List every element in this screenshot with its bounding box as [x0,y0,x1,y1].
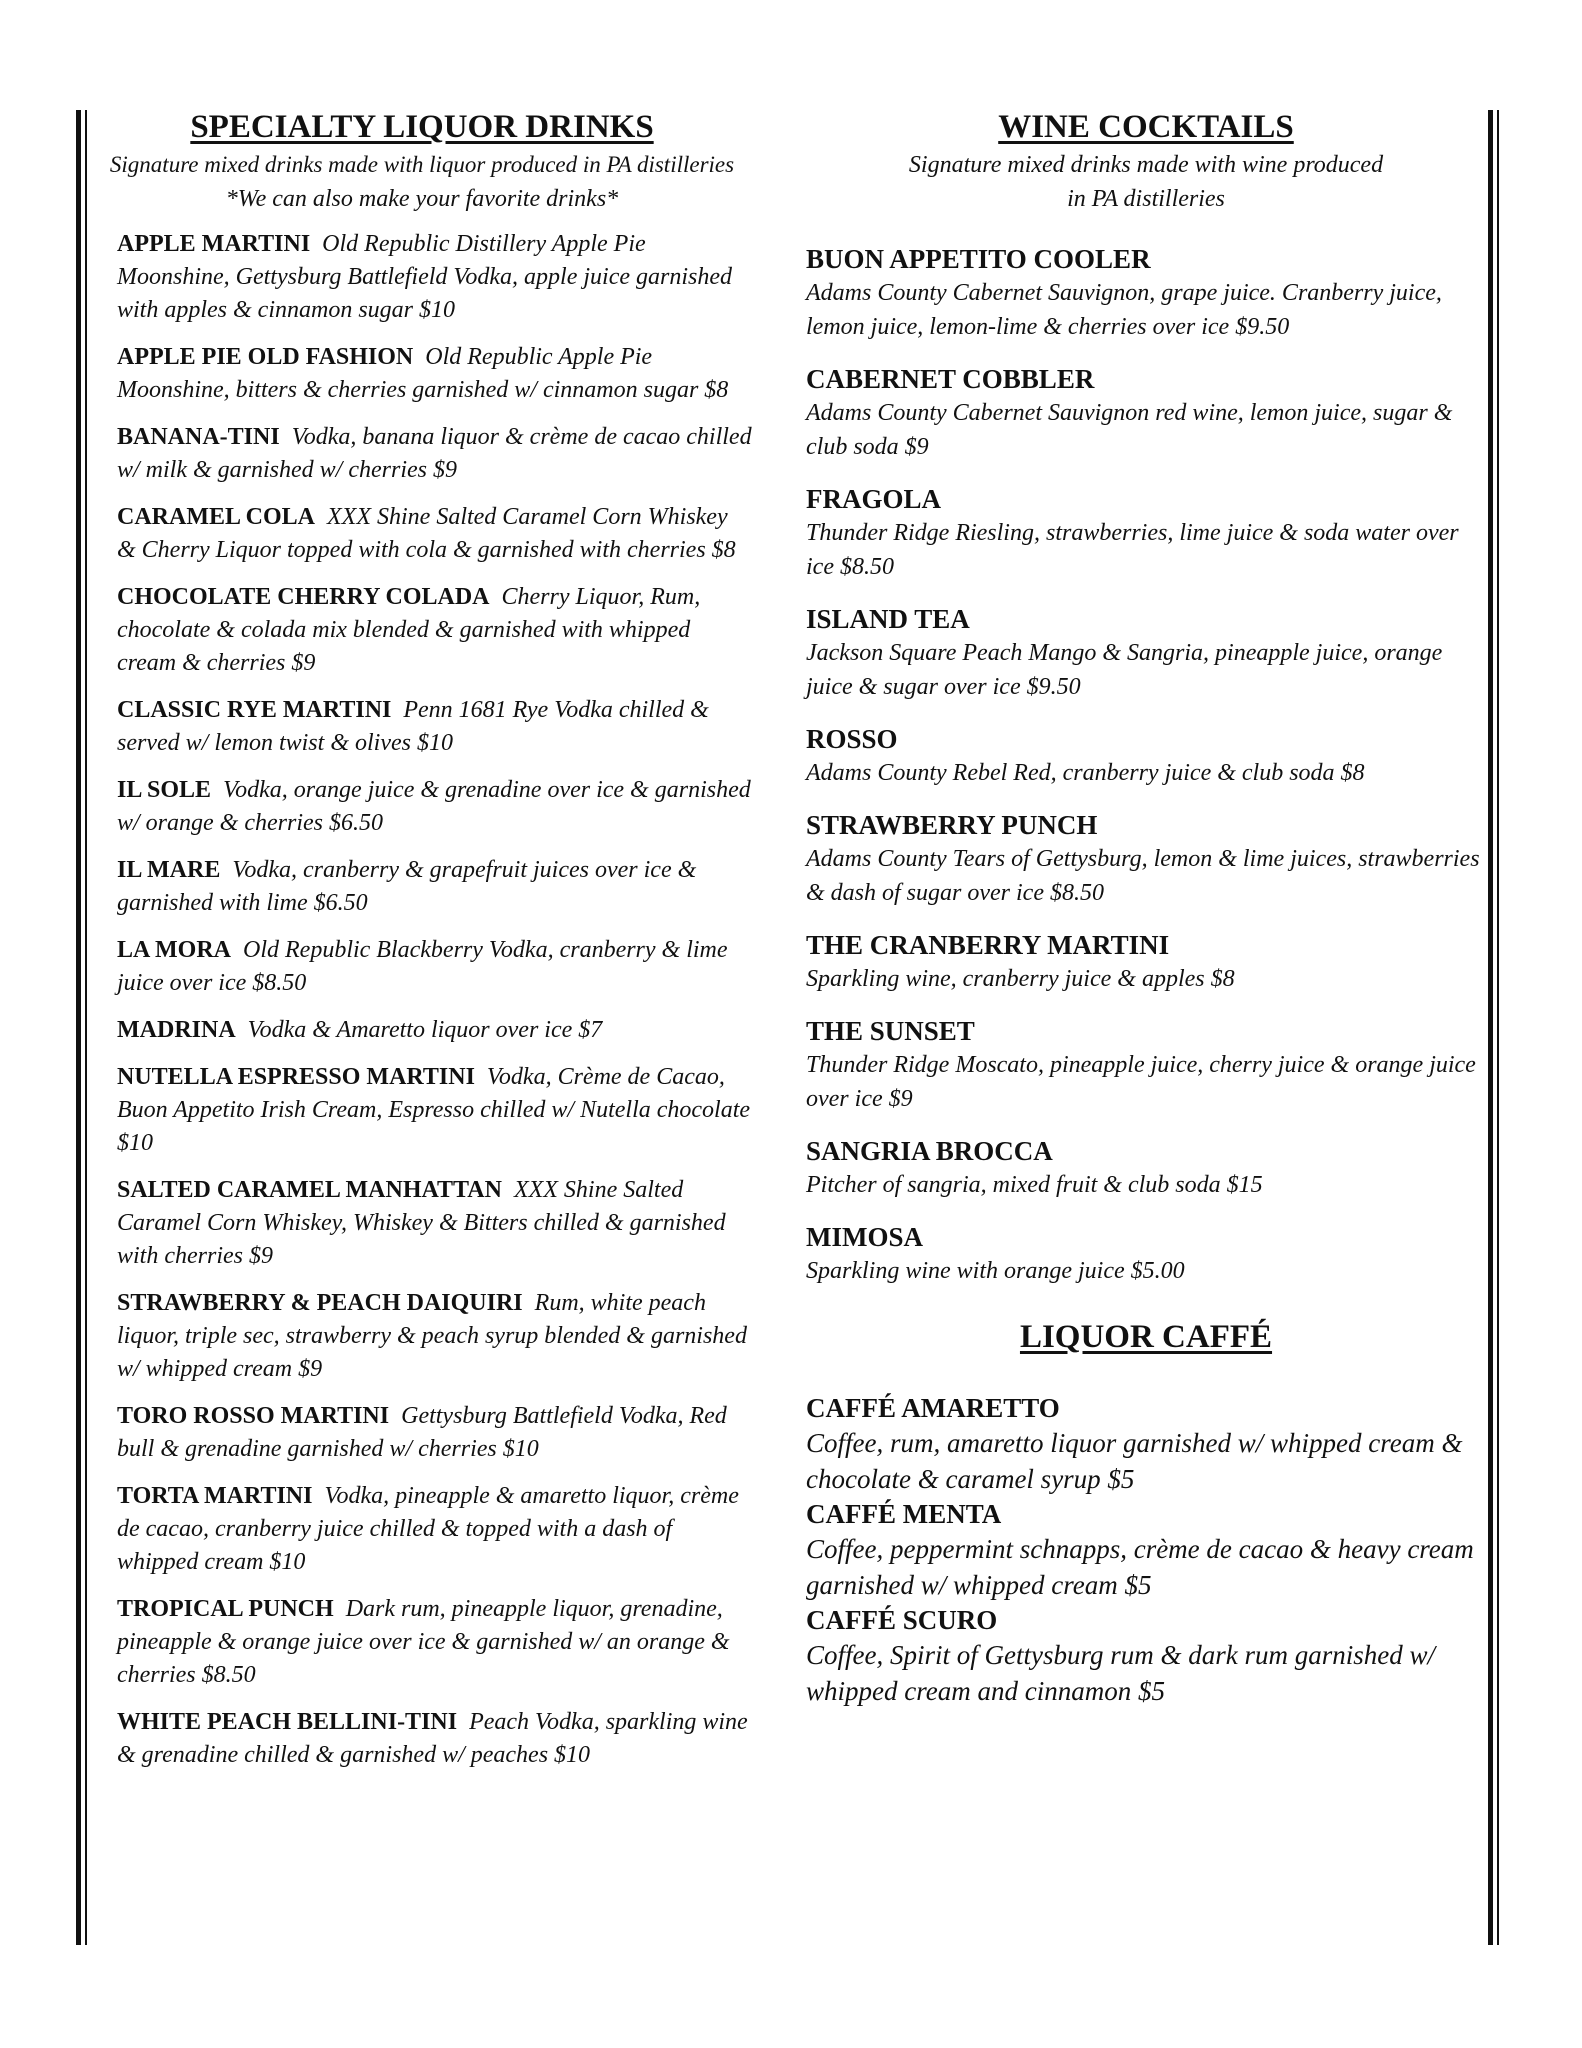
specialty-item [117,1287,752,1386]
item-description: Coffee, peppermint schnapps, crème de cacao & heavy cream garnished w/ whipped cream $5 [806,1534,1474,1601]
item-name: IL MARE [117,856,221,883]
left-border-thick [76,110,81,1945]
item-description: Coffee, rum, amaretto liquor garnished w/ whipped cream & chocolate & caramel syrup $5 [806,1428,1463,1495]
item-description: Rum, white peach liquor, triple sec, strawberry & peach syrup blended & garnished w/ whipped cream $9 [117,1289,747,1382]
item-name: MADRINA [117,1016,236,1043]
item-name: TORO ROSSO MARTINI [117,1402,390,1429]
item-description: Old Republic Distillery Apple Pie Moonshine, Gettysburg Battlefield Vodka, apple juice garnished with apples & cinnamon sugar $10 [117,230,732,323]
wine-subtitle-line1: Signature mixed drinks made with wine produced [908,151,1384,178]
specialty-item [117,581,752,680]
wine-item [806,242,1486,344]
item-description: Thunder Ridge Riesling, strawberries, lime juice & soda water over ice $8.50 [806,519,1459,580]
caffe-item [806,1391,1486,1497]
specialty-item [117,228,752,327]
item-name: APPLE PIE OLD FASHION [117,343,414,370]
item-name: CLASSIC RYE MARTINI [117,696,392,723]
item-name: NUTELLA ESPRESSO MARTINI [117,1063,475,1090]
specialty-item [117,774,752,840]
specialty-subtitle: Signature mixed drinks made with liquor produced in PA distilleries [109,151,735,177]
specialty-note: *We can also make your favorite drinks* [225,185,619,212]
wine-item [806,808,1486,910]
item-description: Gettysburg Battlefield Vodka, Red bull & grenadine garnished w/ cherries $10 [117,1402,727,1462]
item-name: CHOCOLATE CHERRY COLADA [117,583,490,610]
wine-item [806,1014,1486,1116]
item-description: Old Republic Apple Pie Moonshine, bitters & cherries garnished w/ cinnamon sugar $8 [117,343,729,403]
item-description: Vodka, pineapple & amaretto liquor, crème de cacao, cranberry juice chilled & topped with a dash of whipped cream $10 [117,1482,739,1575]
right-border-thick [1488,110,1493,1945]
wine-item [806,722,1486,790]
item-name: CARAMEL COLA [117,503,316,530]
item-description: Coffee, Spirit of Gettysburg rum & dark rum garnished w/ whipped cream and cinnamon $5 [806,1640,1435,1707]
specialty-item [117,854,752,920]
specialty-section [92,108,752,1786]
item-name: STRAWBERRY PUNCH [806,809,1098,840]
item-name: CAFFÉ SCURO [806,1605,998,1636]
item-description: Sparkling wine with orange juice $5.00 [806,1257,1185,1284]
item-description: Vodka, banana liquor & crème de cacao chilled w/ milk & garnished w/ cherries $9 [117,423,752,483]
wine-title: WINE COCKTAILS [998,109,1294,145]
item-name: BANANA-TINI [117,423,280,450]
item-name: APPLE MARTINI [117,230,311,257]
item-name: ROSSO [806,723,898,754]
specialty-list [92,228,752,1772]
wine-subtitle-line2: in PA distilleries [1067,185,1225,212]
item-name: ISLAND TEA [806,603,970,634]
item-description: Cherry Liquor, Rum, chocolate & colada mix blended & garnished with whipped cream & cherries $9 [117,583,701,676]
item-name: FRAGOLA [806,483,941,514]
item-name: LA MORA [117,936,231,963]
item-name: CAFFÉ MENTA [806,1499,1002,1530]
wine-item [806,482,1486,584]
item-description: Adams County Cabernet Sauvignon red wine, lemon juice, sugar & club soda $9 [806,399,1453,460]
caffe-item [806,1603,1486,1709]
wine-item [806,362,1486,464]
item-description: Penn 1681 Rye Vodka chilled & served w/ lemon twist & olives $10 [117,696,709,756]
wine-item [806,928,1486,996]
caffe-item [806,1497,1486,1603]
item-name: IL SOLE [117,776,212,803]
specialty-item [117,1706,752,1772]
specialty-item [117,1480,752,1579]
specialty-item [117,1174,752,1273]
caffe-title: LIQUOR CAFFÉ [1019,1318,1273,1355]
wine-section [806,108,1486,1709]
item-description: Old Republic Blackberry Vodka, cranberry & lime juice over ice $8.50 [117,936,728,996]
wine-item [806,602,1486,704]
item-description: XXX Shine Salted Caramel Corn Whiskey & Cherry Liquor topped with cola & garnished with cherries $8 [117,503,736,563]
item-name: TORTA MARTINI [117,1482,313,1509]
item-name: MIMOSA [806,1221,923,1252]
specialty-item [117,934,752,1000]
item-name: SANGRIA BROCCA [806,1135,1053,1166]
specialty-item [117,1014,752,1047]
item-name: CAFFÉ AMARETTO [806,1393,1060,1424]
wine-list [806,242,1486,1288]
item-name: BUON APPETITO COOLER [806,243,1151,274]
wine-item [806,1134,1486,1202]
item-name: WHITE PEACH BELLINI-TINI [117,1708,458,1735]
wine-item [806,1220,1486,1288]
item-description: Jackson Square Peach Mango & Sangria, pineapple juice, orange juice & sugar over ice $9.50 [806,639,1443,700]
specialty-title: SPECIALTY LIQUOR DRINKS [190,109,654,145]
item-description: Vodka, orange juice & grenadine over ice & garnished w/ orange & cherries $6.50 [117,776,751,836]
item-name: THE CRANBERRY MARTINI [806,929,1170,960]
item-name: TROPICAL PUNCH [117,1595,334,1622]
item-description: Sparkling wine, cranberry juice & apples $8 [806,965,1235,992]
item-description: Vodka, Crème de Cacao, Buon Appetito Irish Cream, Espresso chilled w/ Nutella chocolate $10 [117,1063,751,1156]
item-name: CABERNET COBBLER [806,363,1095,394]
right-border-thin [1497,110,1499,1945]
item-name: THE SUNSET [806,1015,975,1046]
item-description: XXX Shine Salted Caramel Corn Whiskey, Whiskey & Bitters chilled & garnished with cherries $9 [117,1176,726,1269]
item-description: Adams County Tears of Gettysburg, lemon & lime juices, strawberries & dash of sugar over ice $8.50 [806,845,1480,906]
item-description: Thunder Ridge Moscato, pineapple juice, cherry juice & orange juice over ice $9 [806,1051,1476,1112]
specialty-item [117,501,752,567]
specialty-item [117,1061,752,1160]
specialty-item [117,1400,752,1466]
item-name: STRAWBERRY & PEACH DAIQUIRI [117,1289,523,1316]
item-description: Adams County Rebel Red, cranberry juice & club soda $8 [806,759,1365,786]
item-name: SALTED CARAMEL MANHATTAN [117,1176,502,1203]
left-border-thin [85,110,87,1945]
item-description: Pitcher of sangria, mixed fruit & club soda $15 [806,1171,1263,1198]
item-description: Adams County Cabernet Sauvignon, grape juice. Cranberry juice, lemon juice, lemon-lime & cherries over ice $9.50 [806,279,1442,340]
item-description: Peach Vodka, sparkling wine & grenadine chilled & garnished w/ peaches $10 [117,1708,748,1768]
item-description: Dark rum, pineapple liquor, grenadine, pineapple & orange juice over ice & garnished w/ an orange & cherries $8.50 [117,1595,730,1688]
specialty-item [117,421,752,487]
item-description: Vodka, cranberry & grapefruit juices over ice & garnished with lime $6.50 [117,856,697,916]
specialty-item [117,694,752,760]
item-description: Vodka & Amaretto liquor over ice $7 [247,1016,603,1043]
specialty-item [117,341,752,407]
caffe-list [806,1391,1486,1709]
specialty-item [117,1593,752,1692]
